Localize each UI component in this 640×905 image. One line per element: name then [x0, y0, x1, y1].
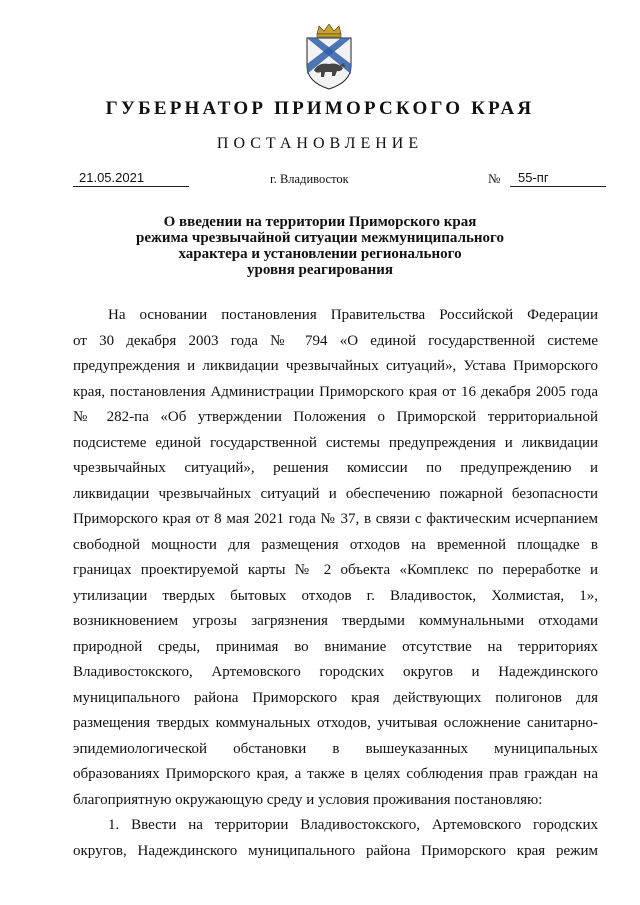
body-line: размещения твердых коммунальных отходов, учитывая осложнение санитарно-: [73, 715, 598, 731]
body-line: округов, Надеждинского муниципального района Приморского края режим: [73, 842, 598, 859]
body-line: утилизации твердых бытовых отходов г. Владивосток, Холмистая, 1»,: [73, 587, 598, 604]
body-line: подсистеме единой государственной системы предупреждения и ликвидации: [73, 434, 598, 451]
body-line: 1. Ввести на территории Владивостокского, Артемовского городских: [108, 817, 598, 833]
document-number: [488, 170, 618, 186]
organization-heading: ГУБЕРНАТОР ПРИМОРСКОГО КРАЯ: [105, 98, 535, 119]
title-line: О введении на территории Приморского края: [163, 214, 477, 230]
body-line: эпидемиологической обстановки в вышеуказанных муниципальных: [73, 740, 598, 757]
coat-of-arms-icon: [301, 24, 357, 90]
body-line: На основании постановления Правительства Российской Федерации: [108, 307, 598, 323]
body-line: благоприятную окружающую среду и условия проживания постановляю:: [73, 791, 543, 808]
body-line: от 30 декабря 2003 года № 794 «О единой государственной системе: [73, 332, 598, 349]
body-line: природной среды, принимая во внимание отсутствие на территориях: [73, 638, 598, 655]
document-number-value: 55-пг: [518, 170, 549, 185]
document-body: [73, 303, 598, 864]
body-line: свободной мощности для размещения отходов на временной площадке в: [73, 536, 598, 553]
body-line: муниципального района Приморского края действующих полигонов для: [73, 689, 598, 706]
body-line: предупреждения и ликвидации чрезвычайных ситуаций», Устава Приморского: [73, 358, 598, 374]
body-line: границах проектируемой карты № 2 объекта «Комплекс по переработке и: [73, 562, 598, 578]
document-title: [120, 214, 520, 278]
body-line: Владивостокского, Артемовского городских округов и Надеждинского: [73, 664, 598, 680]
number-sign: №: [488, 171, 501, 186]
body-line: № 282-па «Об утверждении Положения о Приморской территориальной: [73, 409, 598, 425]
body-line: Приморского края от 8 мая 2021 года № 37, в связи с фактическим исчерпанием: [73, 511, 598, 527]
title-line: режима чрезвычайной ситуации межмуниципального: [135, 230, 504, 246]
body-line: чрезвычайных ситуаций», решения комиссии по предупреждению и: [73, 460, 598, 476]
body-line: образованиях Приморского края, а также в целях соблюдения прав граждан на: [73, 766, 598, 782]
document-city: г. Владивосток: [270, 172, 349, 186]
document-type-heading: ПОСТАНОВЛЕНИЕ: [216, 135, 424, 152]
body-line: возникновением угрозы загрязнения твердыми коммунальными отходами: [73, 613, 598, 629]
body-line: края, постановления Администрации Приморского края от 16 декабря 2005 года: [73, 383, 598, 400]
body-line: ликвидации чрезвычайных ситуаций и обеспечению пожарной безопасности: [73, 485, 598, 502]
document-date-value: 21.05.2021: [79, 170, 145, 185]
document-date: [73, 170, 189, 187]
number-underline: [510, 186, 606, 187]
title-line: характера и установлении регионального: [178, 246, 462, 262]
title-line: уровня реагирования: [246, 262, 393, 278]
